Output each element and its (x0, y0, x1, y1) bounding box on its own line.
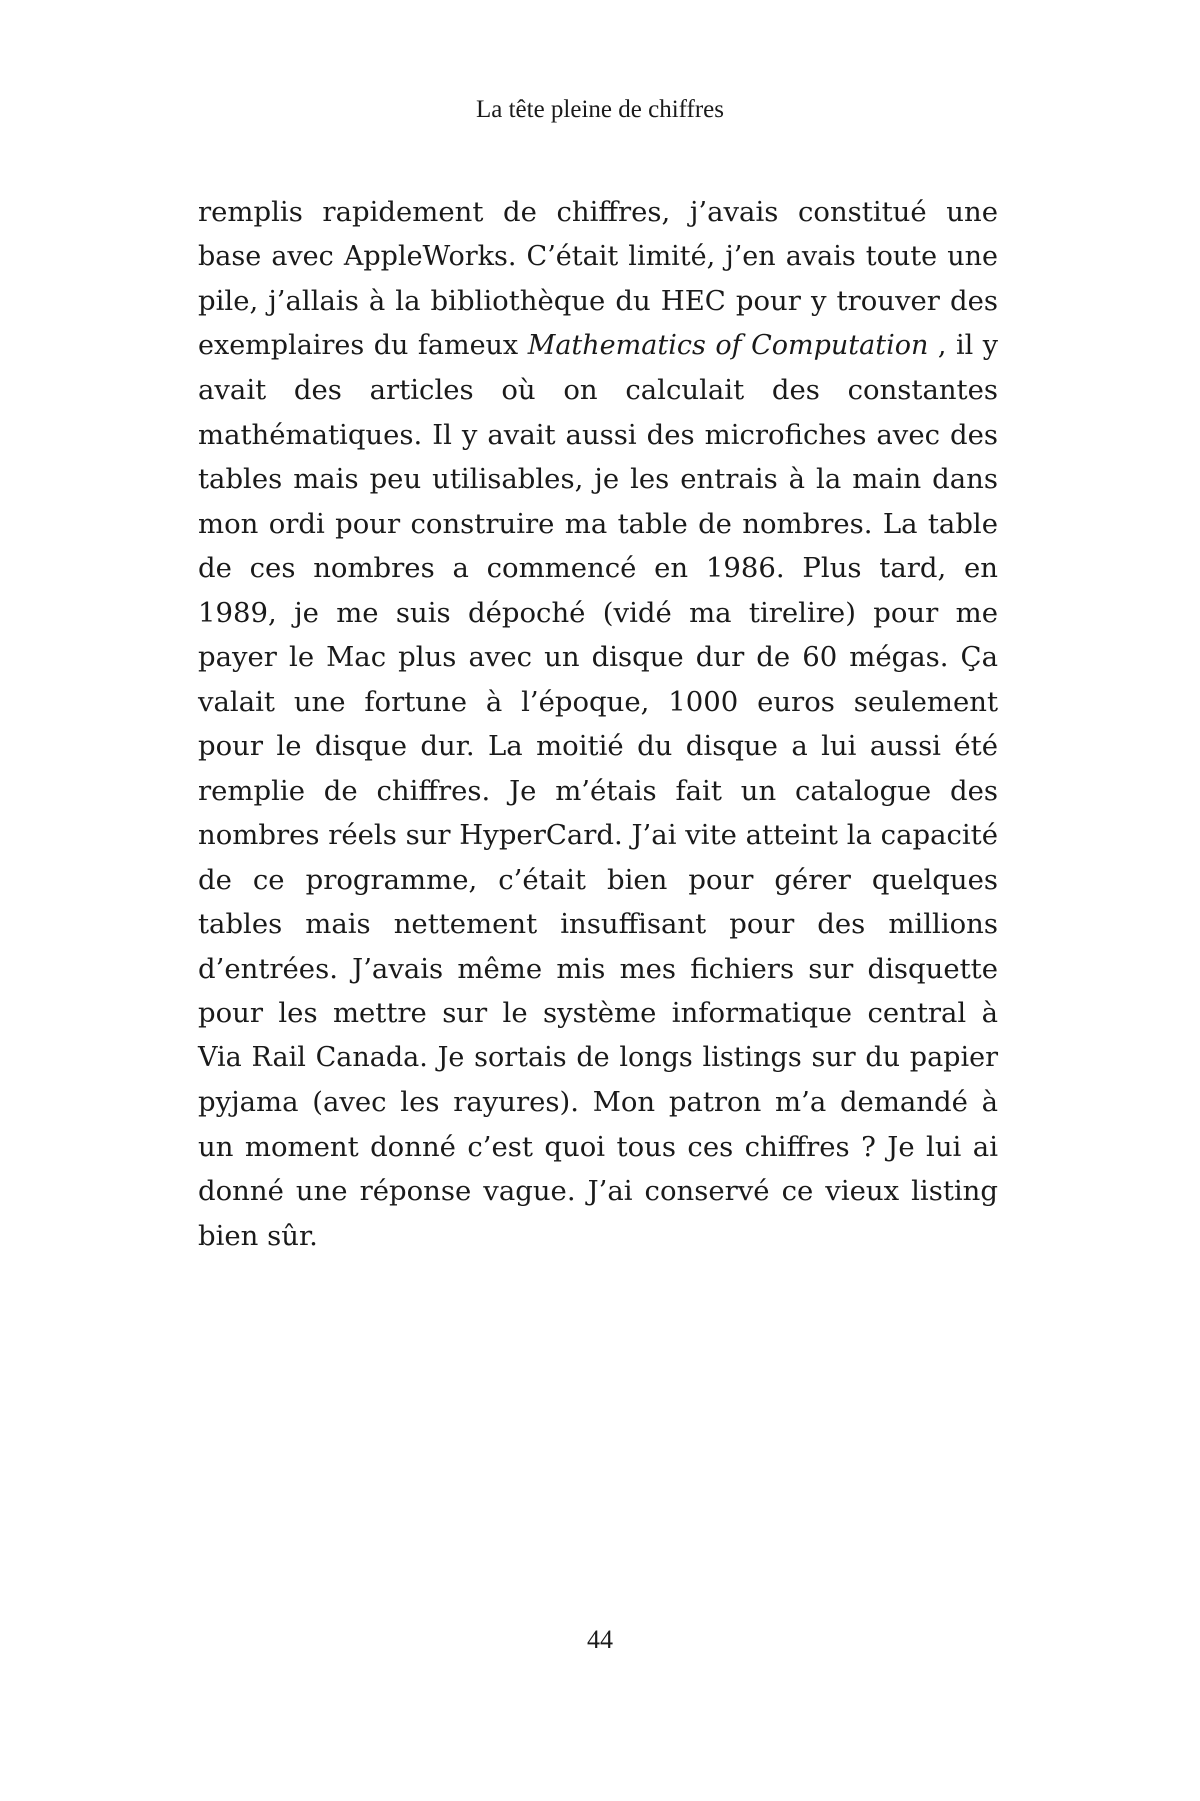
text-line: payer le Mac plus avec un disque dur de 60 mégas. Ça (198, 641, 998, 673)
text-line: 1989, je me suis dépoché (vidé ma tirelire) pour me (198, 596, 998, 629)
text-line: mon ordi pour construire ma table de nombres. La table (198, 507, 998, 540)
running-header: La tête pleine de chiffres (475, 96, 725, 123)
journal-title: Mathematics of Computation (527, 329, 929, 361)
text-line: mathématiques. Il y avait aussi des microfiches avec des (198, 418, 998, 451)
text-line: pyjama (avec les rayures). Mon patron m’a demandé à (198, 1086, 998, 1118)
text-line: tables mais peu utilisables, je les entrais à la main dans (198, 463, 998, 495)
text-line: tables mais nettement insuffisant pour des millions (198, 908, 998, 940)
text-segment: exemplaires du fameux (198, 329, 528, 361)
text-line: remplis rapidement de chiffres, j’avais constitué une (198, 196, 998, 228)
text-line: nombres réels sur HyperCard. J’ai vite atteint la capacité (198, 819, 998, 851)
text-segment: , il y (928, 329, 999, 361)
text-line: pile, j’allais à la bibliothèque du HEC pour y trouver des (198, 285, 998, 317)
text-line: avait des articles où on calculait des constantes (198, 374, 998, 406)
text-line: bien sûr. (198, 1219, 318, 1252)
text-line: Via Rail Canada. Je sortais de longs listings sur du papier (198, 1041, 998, 1073)
page-number: 44 (587, 1625, 613, 1654)
text-line: de ce programme, c’était bien pour gérer quelques (198, 863, 998, 896)
text-line: pour les mettre sur le système informatique central à (198, 997, 998, 1029)
text-line: valait une fortune à l’époque, 1000 euros seulement (198, 685, 998, 718)
text-line (198, 324, 998, 369)
text-line: un moment donné c’est quoi tous ces chiffres ? Je lui ai (198, 1130, 998, 1163)
body-text (198, 190, 998, 1258)
text-line: d’entrées. J’avais même mis mes fichiers sur disquette (198, 952, 998, 985)
text-line: de ces nombres a commencé en 1986. Plus tard, en (198, 552, 998, 584)
text-line: remplie de chiffres. Je m’étais fait un catalogue des (198, 774, 998, 807)
text-line: donné une réponse vague. J’ai conservé ce vieux listing (198, 1175, 998, 1207)
text-line: pour le disque dur. La moitié du disque a lui aussi été (198, 730, 998, 762)
text-line: base avec AppleWorks. C’était limité, j’en avais toute une (198, 240, 998, 272)
